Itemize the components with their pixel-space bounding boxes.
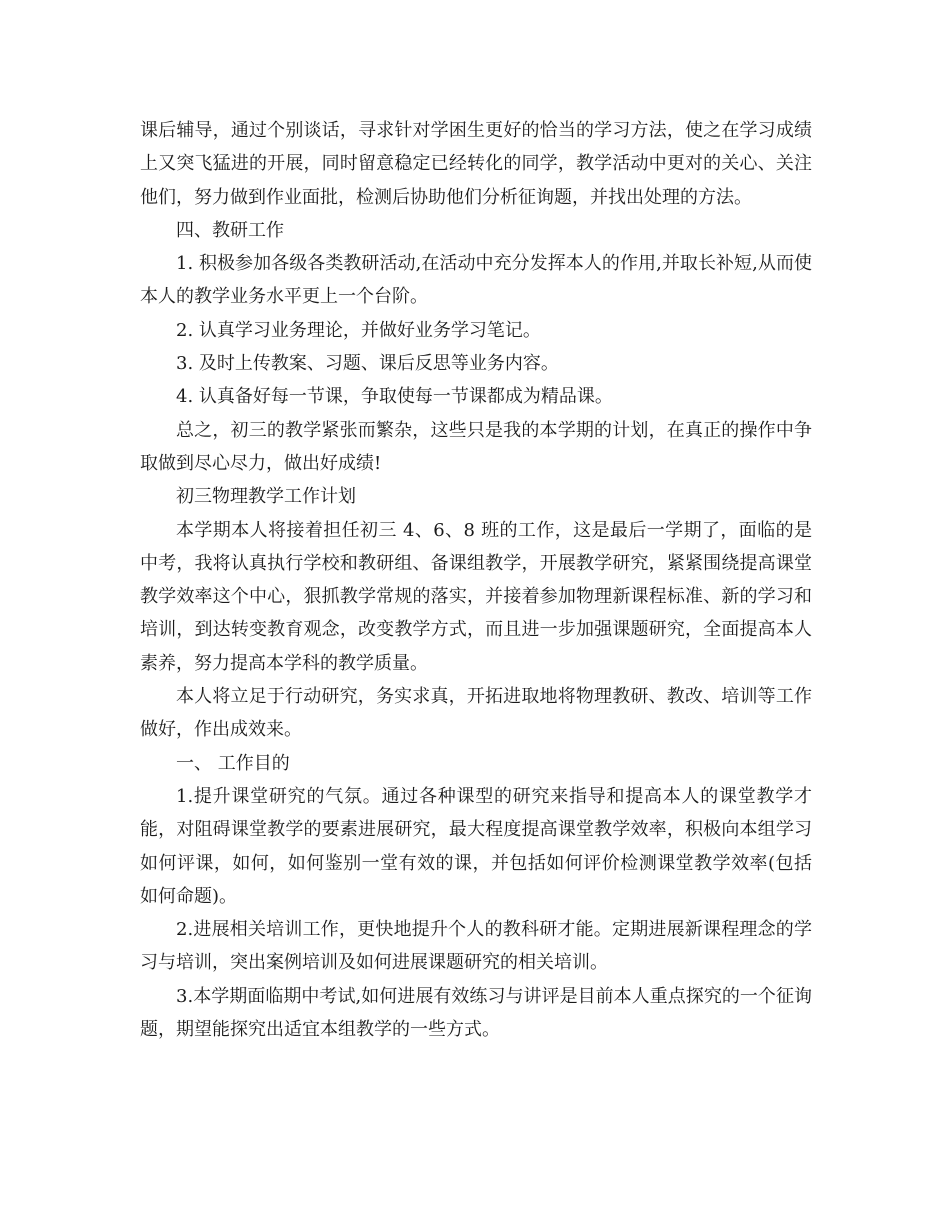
paragraph-continuation: 课后辅导，通过个别谈话，寻求针对学困生更好的恰当的学习方法，使之在学习成绩上又突飞猛进的开展，同时留意稳定已经转化的同学，教学活动中更对的关心、关注他们，努力做到作业面批，检测后协助他们分析征询题，并找出处理的方法。 <box>140 120 812 208</box>
intro-paragraph: 本学期本人将接着担任初三 4、6、8 班的工作，这是最后一学期了，面临的是中考，我将认真执行学校和教研组、备课组教学，开展教学研究，紧紧围绕提高课堂教学效率这个中心，狠抓教学常规的落实，并接着参加物理新课程标准、新的学习和培训，到达转变教育观念，改变教学方式，而且进一步加强课题研究，全面提高本人素养，努力提高本学科的教学质量。 <box>140 519 812 674</box>
goal-item-2: 2.进展相关培训工作，更快地提升个人的教科研才能。定期进展新课程理念的学习与培训，突出案例培训及如何进展课题研究的相关培训。 <box>140 919 812 974</box>
document-body <box>140 114 812 1046</box>
list-item-4: 4. 认真备好每一节课，争取使每一节课都成为精品课。 <box>176 386 613 408</box>
document-subtitle: 初三物理教学工作计划 <box>176 486 356 508</box>
list-item-3: 3. 及时上传教案、习题、课后反思等业务内容。 <box>176 353 559 375</box>
goal-paragraph: 本人将立足于行动研究，务实求真，开拓进取地将物理教研、教改、培训等工作做好，作出成效来。 <box>140 686 812 741</box>
list-item-2: 2. 认真学习业务理论，并做好业务学习笔记。 <box>176 319 541 341</box>
section-heading-research: 四、教研工作 <box>176 219 284 241</box>
section-heading-goals: 一、 工作目的 <box>176 752 290 774</box>
list-item-1: 1. 积极参加各级各类教研活动,在活动中充分发挥本人的作用,并取长补短,从而使本人的教学业务水平更上一个台阶。 <box>140 253 812 308</box>
goal-item-3: 3.本学期面临期中考试,如何进展有效练习与讲评是目前本人重点探究的一个征询题，期望能探究出适宜本组教学的一些方式。 <box>140 985 812 1041</box>
goal-item-1: 1.提升课堂研究的气氛。通过各种课型的研究来指导和提高本人的课堂教学才能，对阻碍课堂教学的要素进展研究，最大程度提高课堂教学效率，积极向本组学习如何评课，如何，如何鉴别一堂有效的课，并包括如何评价检测课堂教学效率(包括如何命题)。 <box>140 785 812 907</box>
summary-paragraph: 总之，初三的教学紧张而繁杂，这些只是我的本学期的计划，在真正的操作中争取做到尽心尽力，做出好成绩! <box>140 419 812 474</box>
